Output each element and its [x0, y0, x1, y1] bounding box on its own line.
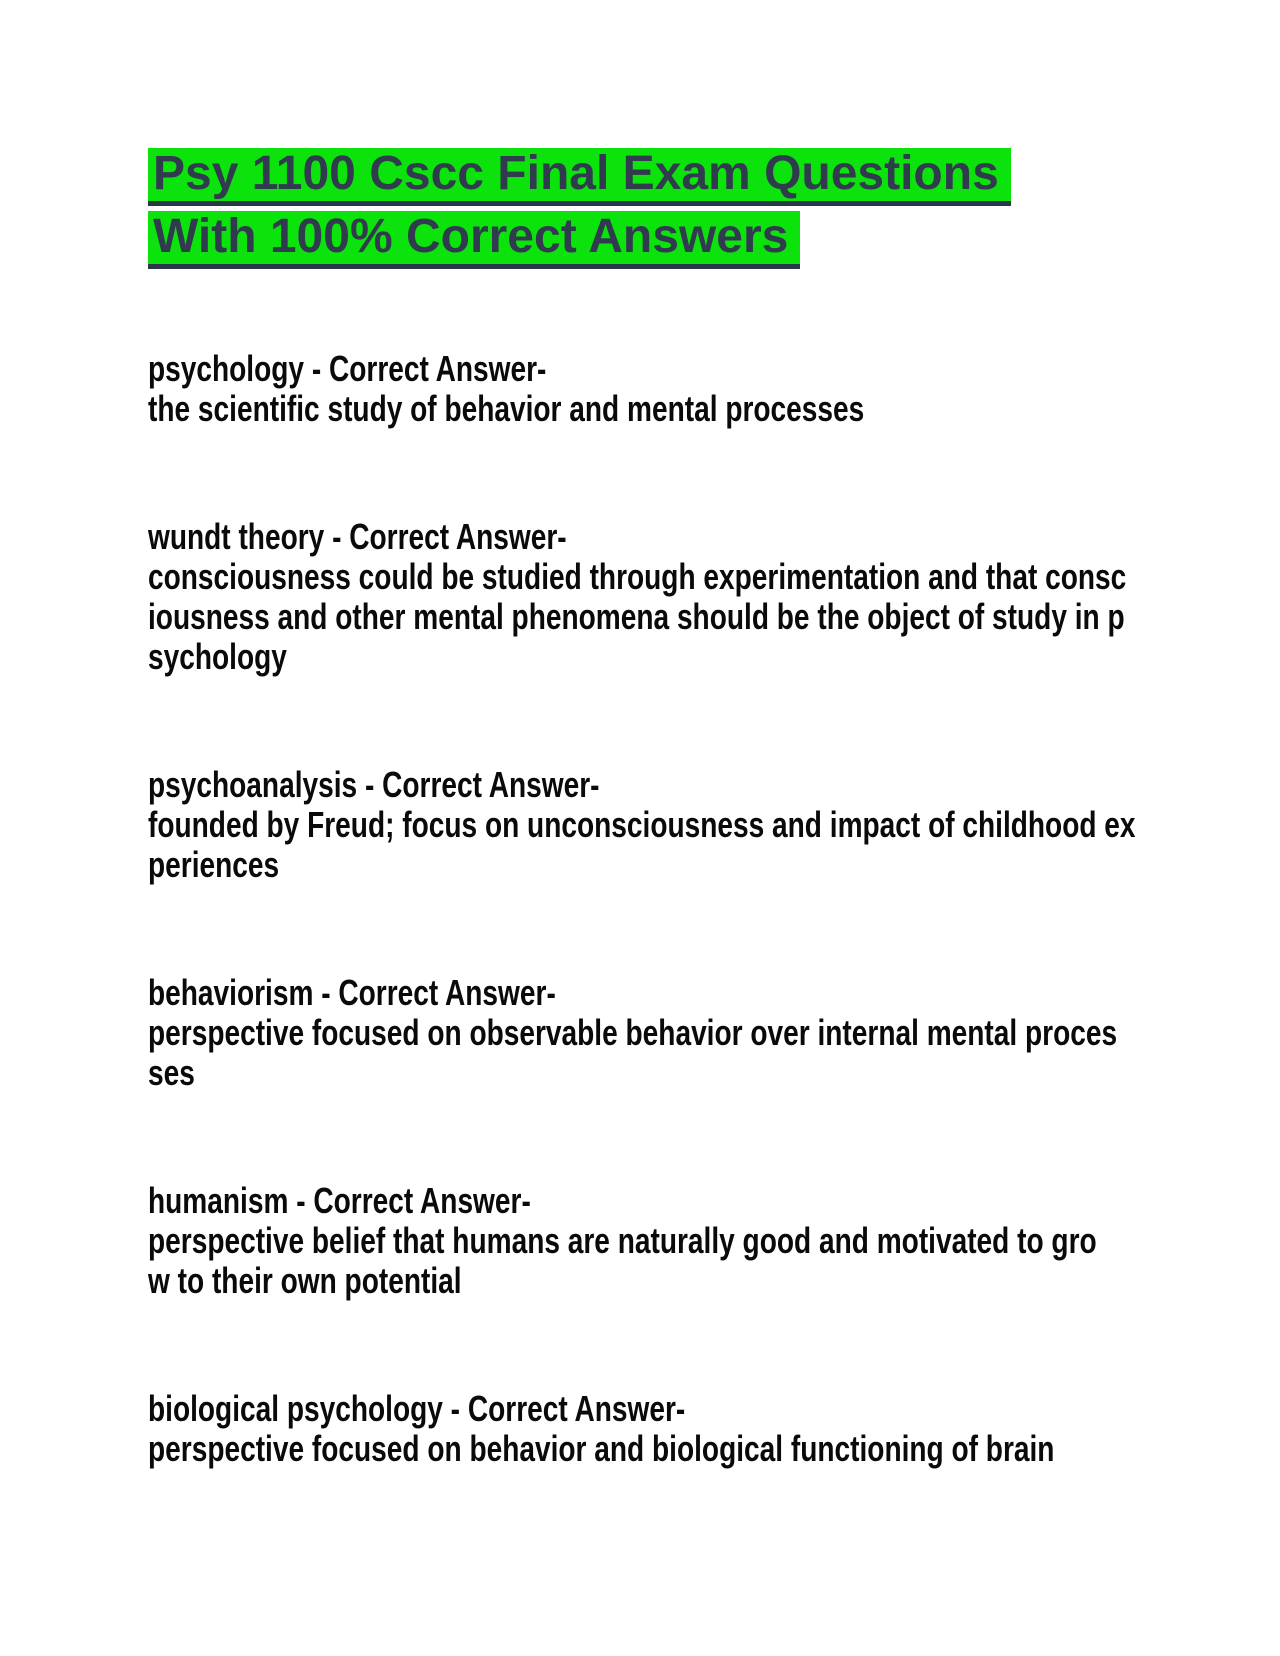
qa-term-line: behaviorism - Correct Answer-	[148, 972, 556, 1013]
qa-block-wundt-theory	[148, 517, 1220, 677]
qa-answer-line: ses	[148, 1052, 195, 1093]
qa-answer-line: perspective focused on behavior and biological functioning of brain	[148, 1428, 1055, 1469]
qa-block-behaviorism	[148, 973, 1220, 1093]
qa-answer-line: consciousness could be studied through experimentation and that consc	[148, 556, 1127, 597]
qa-answer-line: founded by Freud; focus on unconsciousness and impact of childhood ex	[148, 804, 1136, 845]
qa-answer-line: periences	[148, 844, 280, 885]
qa-term-line: psychoanalysis - Correct Answer-	[148, 764, 600, 805]
qa-block-psychology	[148, 349, 1220, 429]
document-title-line-1: Psy 1100 Cscc Final Exam Questions	[148, 148, 1011, 206]
qa-answer-line: w to their own potential	[148, 1260, 462, 1301]
document-title-row-1	[148, 148, 1220, 211]
qa-answer-line: sychology	[148, 636, 287, 677]
qa-answer-line: perspective belief that humans are naturally good and motivated to gro	[148, 1220, 1097, 1261]
document-title	[148, 0, 1220, 274]
qa-term-line: psychology - Correct Answer-	[148, 348, 547, 389]
qa-term-line: humanism - Correct Answer-	[148, 1180, 531, 1221]
document-title-line-2: With 100% Correct Answers	[148, 211, 800, 269]
qa-block-biological-psychology	[148, 1389, 1220, 1469]
qa-answer-line: iousness and other mental phenomena should be the object of study in p	[148, 596, 1125, 637]
qa-term-line: biological psychology - Correct Answer-	[148, 1388, 686, 1429]
qa-term-line: wundt theory - Correct Answer-	[148, 516, 567, 557]
qa-answer-line: perspective focused on observable behavior over internal mental proces	[148, 1012, 1118, 1053]
qa-answer-line: the scientific study of behavior and mental processes	[148, 388, 865, 429]
qa-block-psychoanalysis	[148, 765, 1220, 885]
qa-block-humanism	[148, 1181, 1220, 1301]
document-title-row-2	[148, 211, 1220, 274]
